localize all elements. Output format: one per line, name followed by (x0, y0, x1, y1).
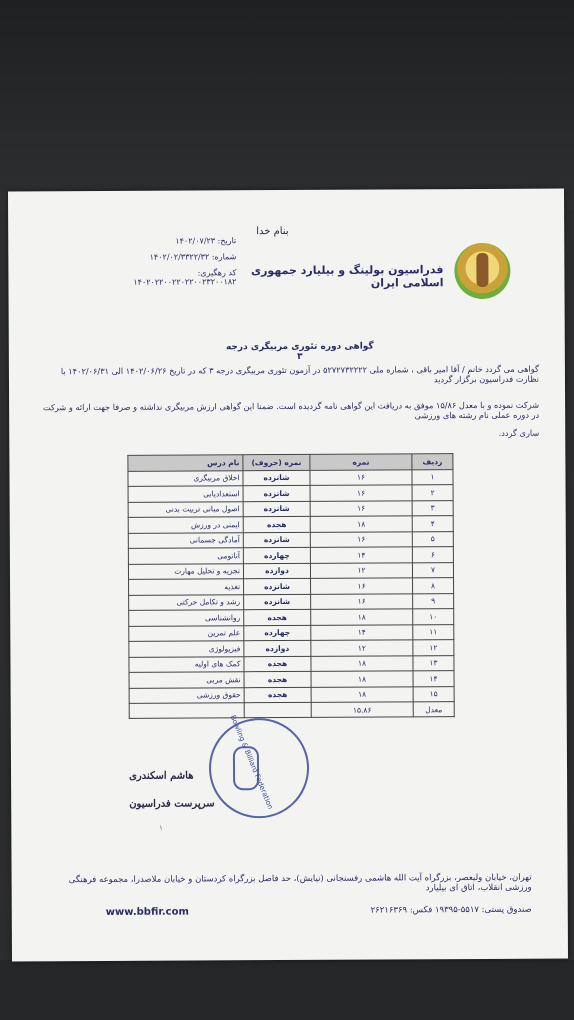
grade-words: هجده (243, 516, 310, 532)
certificate-title: گواهی دوره تئوری مربیگری درجه ۳ (225, 341, 374, 362)
footer-address: تهران، خیابان ولیعصر، بزرگراه آیت الله هاشمی رفسنجانی (نیایش)، حد فاصل بزرگراه کردستان و خیابان ملاصدرا، مجموعه فرهنگی ورزشی انقلاب، اتاق ای بیلیارد (68, 872, 532, 894)
grade-words: هجده (244, 609, 311, 625)
course-name: رشد و تکامل حرکتی (129, 594, 244, 610)
grade-number: ۱۶ (310, 531, 412, 547)
average-value: ۱۵.۸۶ (311, 702, 413, 718)
grade-words: شانزده (243, 501, 310, 517)
course-name: روانشناسی (129, 610, 244, 626)
letter-number: شماره: ۱۴۰۲/۰۲/۳۳۲۲/۳۲ (149, 252, 237, 262)
grade-words: چهارده (244, 625, 311, 641)
table-row (129, 609, 454, 626)
besmellah: بنام خدا (256, 225, 289, 238)
background-bottom (0, 960, 574, 1020)
grade-number: ۱۲ (311, 640, 413, 656)
table-row (128, 547, 453, 564)
signatory-title: سرپرست فدراسیون (129, 798, 215, 810)
table-header-row (128, 454, 453, 471)
letter-date: تاریخ: ۱۴۰۲/۰۷/۲۳ (175, 236, 237, 246)
background-top (0, 0, 574, 210)
certificate-paper (8, 189, 568, 962)
average-row (129, 702, 454, 719)
table-row (128, 485, 453, 502)
row-number: ۵ (412, 531, 453, 547)
grade-words: هجده (244, 671, 311, 687)
grade-words: چهارده (243, 547, 310, 563)
grade-number: ۱۶ (311, 578, 413, 594)
grade-number: ۱۶ (310, 469, 412, 485)
course-name: فیزیولوژی (129, 641, 244, 657)
table-row (129, 578, 454, 595)
table-row (129, 686, 454, 703)
grade-words: شانزده (244, 594, 311, 610)
row-number: ۱ (412, 469, 453, 485)
federation-name: فدراسیون بولینگ و بیلیارد جمهوری اسلامی ایران (250, 263, 444, 290)
certificate-line-2: شرکت نموده و با معدل ۱۵/۸۶ موفق به دریافت این گواهی نامه گردیده است. ضمنا این گواهی ارزش مربیگری نداشته و صرفا جهت ارائه و شرکت در دوره عملی نام رشته های ورزشی (42, 399, 540, 421)
header-grade: نمره (310, 454, 412, 470)
course-name: اخلاق مربیگری (128, 470, 243, 486)
grade-words: شانزده (244, 578, 311, 594)
grade-words: شانزده (243, 532, 310, 548)
table-row (128, 500, 453, 517)
course-name: علم تمرین (129, 625, 244, 641)
course-name: ایمنی در ورزش (128, 517, 243, 533)
grade-words: دوازده (243, 563, 310, 579)
course-name: آناتومی (128, 548, 243, 564)
table-row (129, 671, 454, 688)
grade-words: شانزده (243, 485, 310, 501)
course-name: استعدادیابی (128, 486, 243, 502)
course-name: تجزیه و تحلیل مهارت (128, 563, 243, 579)
grade-words: هجده (244, 656, 311, 672)
table-row (129, 624, 454, 641)
course-name: اصول مبانی تربیت بدنی (128, 501, 243, 517)
tracking-code: کد رهگیری: ۱۴۰۲۰۲۲۰۰۲۲۰۲۲۰۰۲۳۲۰۰۱۸۲ (133, 268, 237, 287)
grade-words: دوازده (244, 640, 311, 656)
certificate-line-3: ساری گردد. (498, 427, 540, 438)
course-name: تغذیه (129, 579, 244, 595)
course-name: حقوق ورزشی (129, 687, 244, 703)
average-empty-cell (244, 702, 311, 717)
page-marker: ۱ (159, 824, 163, 832)
row-number: ۱۵ (413, 686, 454, 702)
table-row (128, 469, 453, 486)
row-number: ۱۴ (413, 671, 454, 687)
header-grade-words: نمره (حروف) (243, 454, 310, 470)
grade-number: ۱۴ (310, 547, 412, 563)
stamp-text: Bowling & Billiard Federation (228, 713, 275, 811)
header-row-number: ردیف (412, 454, 453, 470)
grade-number: ۱۶ (310, 500, 412, 516)
signatory-name: هاشم اسکندری (129, 770, 194, 782)
grade-number: ۱۶ (311, 593, 413, 609)
grade-number: ۱۲ (310, 562, 412, 578)
grade-number: ۱۸ (311, 609, 413, 625)
row-number: ۱۳ (413, 655, 454, 671)
certificate-line-1: گواهی می گردد خانم / آقا امیر باقی ، شماره ملی ۵۲۷۲۷۳۲۲۲۲ در آزمون تئوری مربیگری درجه ۳ که در تاریخ ۱۴۰۲/۰۶/۲۶ الی ۱۴۰۲/۰۶/۳۱ با نظارت فدراسیون برگزار گردید (60, 363, 540, 385)
average-empty-cell (129, 703, 244, 719)
row-number: ۲ (412, 485, 453, 501)
grade-words: هجده (244, 687, 311, 703)
table-row (128, 562, 453, 579)
footer-po-box: صندوق پستی: ۵۵۱۷-۱۹۳۹۵ فکس: ۲۶۲۱۶۳۶۹ (370, 904, 532, 916)
course-name: آمادگی جسمانی (128, 532, 243, 548)
row-number: ۱۰ (413, 609, 454, 625)
grade-number: ۱۸ (311, 671, 413, 687)
grades-table (127, 453, 454, 719)
table-row (129, 593, 454, 610)
grade-number: ۱۴ (311, 624, 413, 640)
grade-words: شانزده (243, 470, 310, 486)
row-number: ۱۲ (413, 640, 454, 656)
table-row (129, 640, 454, 657)
logo-figure-icon (476, 253, 488, 287)
grade-number: ۱۸ (310, 516, 412, 532)
table-row (128, 516, 453, 533)
course-name: نقش مربی (129, 672, 244, 688)
row-number: ۱۱ (413, 624, 454, 640)
table-row (128, 531, 453, 548)
grade-number: ۱۶ (310, 485, 412, 501)
average-label: معدل (413, 702, 454, 717)
course-name: کمک های اولیه (129, 656, 244, 672)
row-number: ۳ (412, 500, 453, 516)
row-number: ۴ (412, 516, 453, 532)
header-course-name: نام درس (128, 455, 243, 471)
table-row (129, 655, 454, 672)
grade-number: ۱۸ (311, 655, 413, 671)
footer-website: www.bbfir.com (105, 906, 189, 918)
row-number: ۸ (413, 578, 454, 594)
row-number: ۹ (413, 593, 454, 609)
row-number: ۷ (412, 562, 453, 578)
grade-number: ۱۸ (311, 686, 413, 702)
row-number: ۶ (412, 547, 453, 563)
